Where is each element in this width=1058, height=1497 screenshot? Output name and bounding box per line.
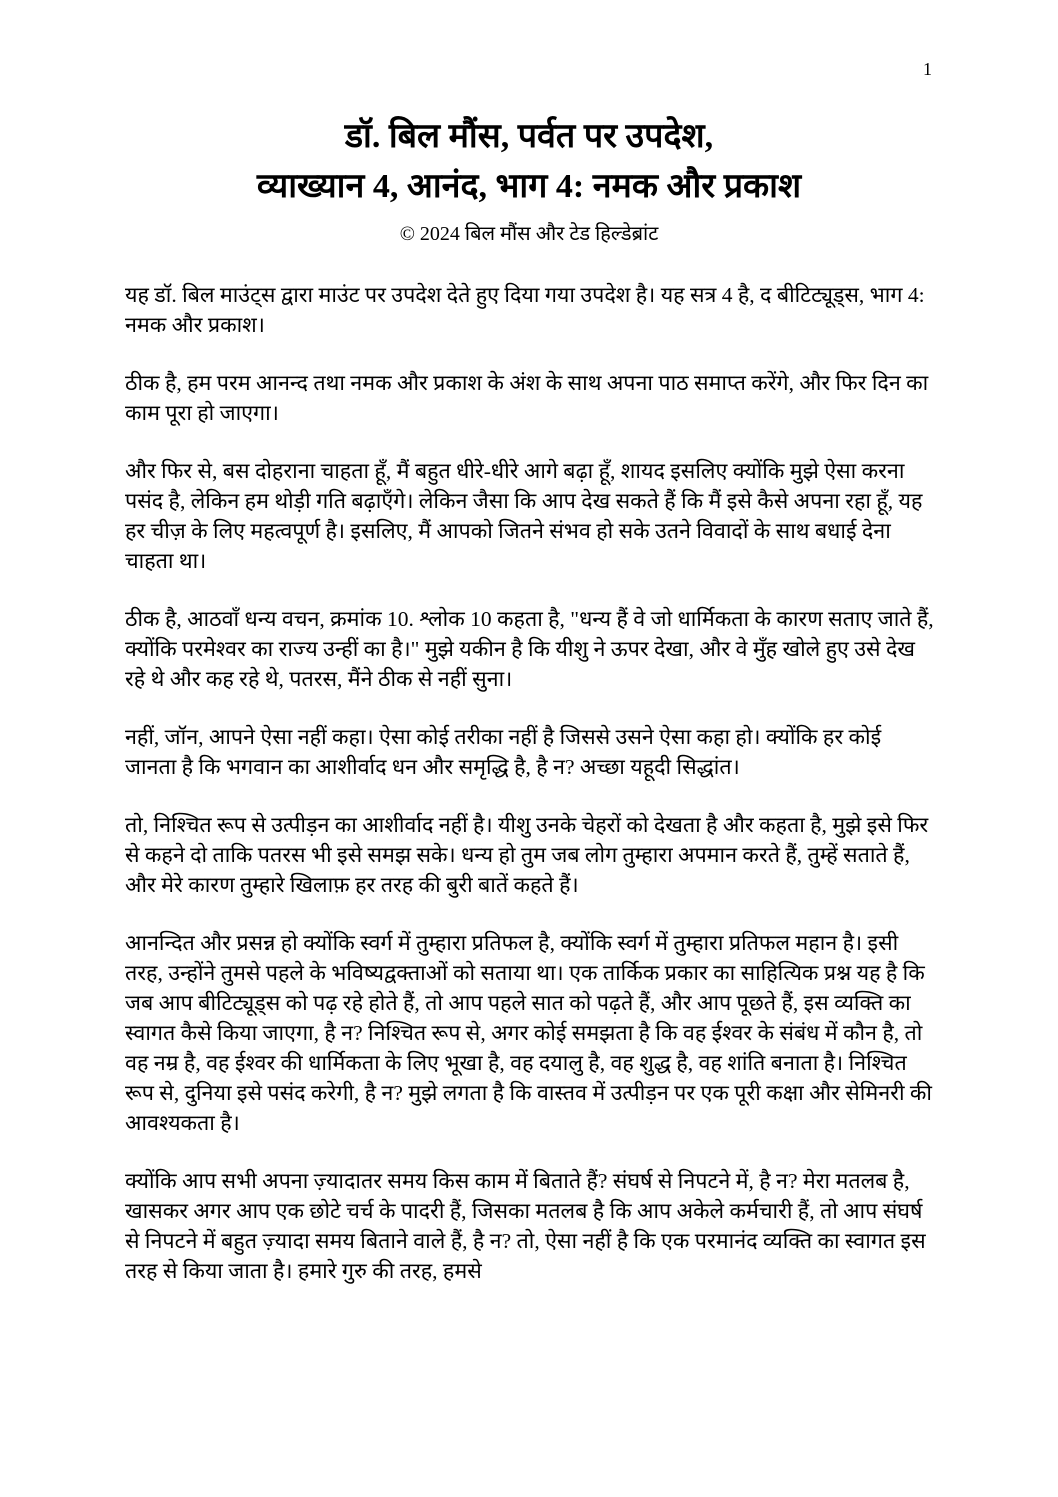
document-title-line-2: व्याख्यान 4, आनंद, भाग 4: नमक और प्रकाश [256, 168, 802, 205]
paragraph: और फिर से, बस दोहराना चाहता हूँ, मैं बहुत धीरे-धीरे आगे बढ़ा हूँ, शायद इसलिए क्योंकि मुझे ऐसा करना पसंद है, लेकिन हम थोड़ी गति बढ़ाएँगे। लेकिन जैसा कि आप देख सकते हैं कि मैं इसे कैसे अपना रहा हूँ, यह हर चीज़ के लिए महत्वपूर्ण है। इसलिए, मैं आपको जितने संभव हो सके उतने विवादों के साथ बधाई देना चाहता था। [125, 459, 923, 573]
paragraph: तो, निश्चित रूप से उत्पीड़न का आशीर्वाद नहीं है। यीशु उनके चेहरों को देखता है और कहता है, मुझे इसे फिर से कहने दो ताकि पतरस भी इसे समझ सके। धन्य हो तुम जब लोग तुम्हारा अपमान करते हैं, तुम्हें सताते हैं, और मेरे कारण तुम्हारे खिलाफ़ हर तरह की बुरी बातें कहते हैं। [125, 813, 929, 897]
paragraph: क्योंकि आप सभी अपना ज़्यादातर समय किस काम में बिताते हैं? संघर्ष से निपटने में, है न? मेरा मतलब है, खासकर अगर आप एक छोटे चर्च के पादरी हैं, जिसका मतलब है कि आप अकेले कर्मचारी हैं, तो आप संघर्ष से निपटने में बहुत ज़्यादा समय बिताने वाले हैं, है न? तो, ऐसा नहीं है कि एक परमानंद व्यक्ति का स्वागत इस तरह से किया जाता है। हमारे गुरु की तरह, हमसे [125, 1169, 926, 1283]
paragraph: आनन्दित और प्रसन्न हो क्योंकि स्वर्ग में तुम्हारा प्रतिफल है, क्योंकि स्वर्ग में तुम्हारा प्रतिफल महान है। इसी तरह, उन्होंने तुमसे पहले के भविष्यद्वक्ताओं को सताया था। एक तार्किक प्रकार का साहित्यिक प्रश्न यह है कि जब आप बीटिट्यूड्स को पढ़ रहे होते हैं, तो आप पहले सात को पढ़ते हैं, और आप पूछते हैं, इस व्यक्ति का स्वागत कैसे किया जाएगा, है न? निश्चित रूप से, अगर कोई समझता है कि वह ईश्वर के संबंध में कौन है, तो वह नम्र है, वह ईश्वर की धार्मिकता के लिए भूखा है, वह दयालु है, वह शुद्ध है, वह शांति बनाता है। निश्चित रूप से, दुनिया इसे पसंद करेगी, है न? मुझे लगता है कि वास्तव में उत्पीड़न पर एक पूरी कक्षा और सेमिनरी की आवश्यकता है। [125, 931, 932, 1135]
page-number: 1 [923, 59, 932, 79]
document-body [125, 280, 937, 1286]
copyright-line: © 2024 बिल मौंस और टेड हिल्डेब्रांट [399, 223, 659, 245]
paragraph: ठीक है, आठवाँ धन्य वचन, क्रमांक 10. श्लोक 10 कहता है, "धन्य हैं वे जो धार्मिकता के कारण सताए जाते हैं, क्योंकि परमेश्वर का राज्य उन्हीं का है।" मुझे यकीन है कि यीशु ने ऊपर देखा, और वे मुँह खोले हुए उसे देख रहे थे और कह रहे थे, पतरस, मैंने ठीक से नहीं सुना। [125, 607, 934, 691]
paragraph: नहीं, जॉन, आपने ऐसा नहीं कहा। ऐसा कोई तरीका नहीं है जिससे उसने ऐसा कहा हो। क्योंकि हर कोई जानता है कि भगवान का आशीर्वाद धन और समृद्धि है, है न? अच्छा यहूदी सिद्धांत। [125, 725, 882, 779]
paragraph: यह डॉ. बिल माउंट्स द्वारा माउंट पर उपदेश देते हुए दिया गया उपदेश है। यह सत्र 4 है, द बीटिट्यूड्स, भाग 4: नमक और प्रकाश। [125, 283, 925, 337]
paragraph: ठीक है, हम परम आनन्द तथा नमक और प्रकाश के अंश के साथ अपना पाठ समाप्त करेंगे, और फिर दिन का काम पूरा हो जाएगा। [125, 371, 929, 425]
title-block [0, 0, 1058, 248]
document-title-line-1: डॉ. बिल मौंस, पर्वत पर उपदेश, [344, 118, 714, 155]
